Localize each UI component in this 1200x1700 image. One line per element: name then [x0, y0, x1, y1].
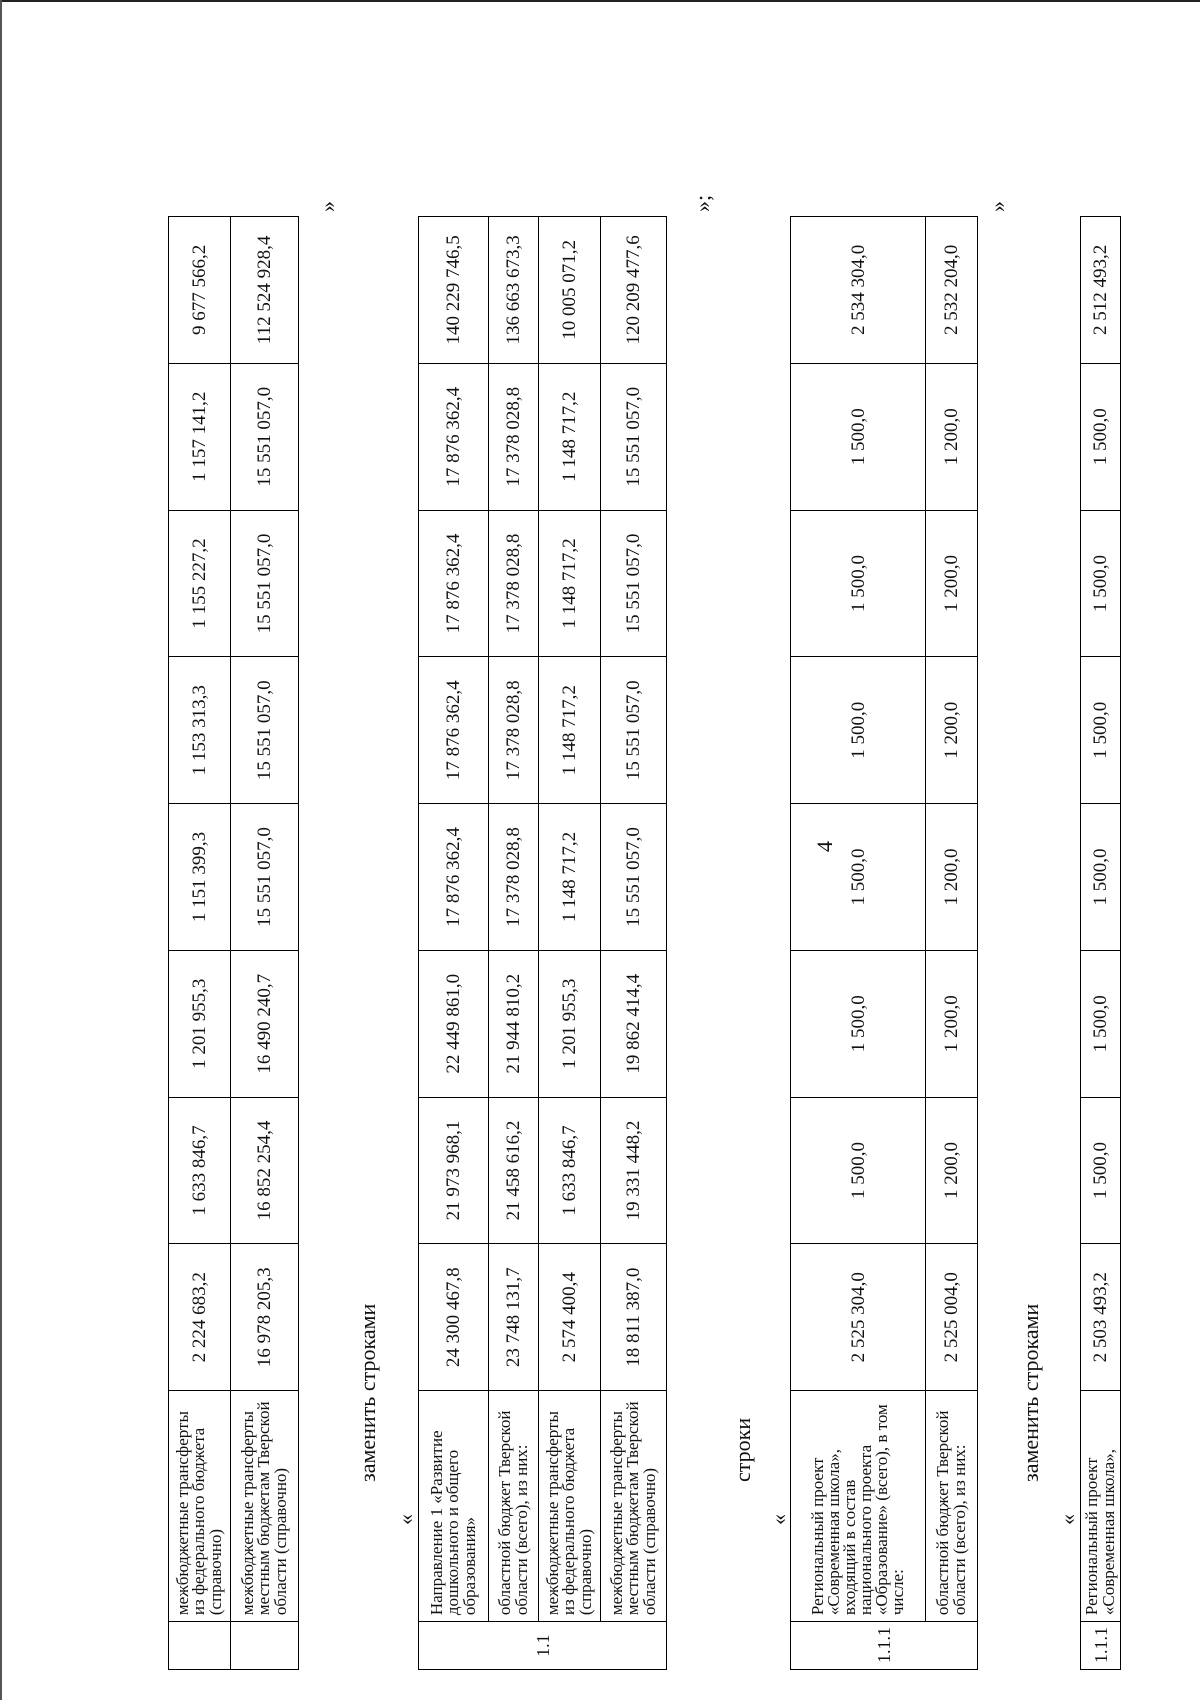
value-cell: 1 151 399,3 — [169, 804, 231, 951]
row-label: Региональный проект «Современная школа», — [1081, 1391, 1121, 1622]
value-cell: 24 300 467,8 — [419, 1244, 489, 1391]
value-cell: 16 490 240,7 — [231, 950, 299, 1097]
replace-instruction: заменить строками — [1018, 1303, 1043, 1482]
value-cell: 17 876 362,4 — [419, 657, 489, 804]
value-cell: 1 500,0 — [791, 657, 926, 804]
value-cell: 15 551 057,0 — [231, 804, 299, 951]
value-cell: 120 209 477,6 — [601, 217, 667, 364]
value-cell: 1 500,0 — [791, 950, 926, 1097]
value-cell: 1 148 717,2 — [539, 510, 601, 657]
value-cell: 1 200,0 — [926, 1097, 978, 1244]
value-cell: 17 378 028,8 — [489, 804, 539, 951]
value-cell: 1 200,0 — [926, 363, 978, 510]
table-row — [231, 217, 299, 1670]
value-cell: 1 500,0 — [1081, 510, 1121, 657]
row-label: межбюджетные трансферты местным бюджетам Тверской области (справочно) — [601, 1391, 667, 1622]
closing-quote: » — [315, 201, 340, 212]
table-row — [539, 217, 601, 1670]
value-cell: 15 551 057,0 — [601, 363, 667, 510]
value-cell: 1 200,0 — [926, 950, 978, 1097]
value-cell: 15 551 057,0 — [231, 510, 299, 657]
row-label: Региональный проект «Современная школа», входящий в состав национального проекта «Образование» (всего), в том числе: — [791, 1391, 926, 1622]
value-cell: 1 500,0 — [1081, 804, 1121, 951]
value-cell: 1 155 227,2 — [169, 510, 231, 657]
value-cell: 1 148 717,2 — [539, 363, 601, 510]
row-label: областной бюджет Тверской области (всего), из них: — [926, 1391, 978, 1622]
table-row — [489, 217, 539, 1670]
value-cell: 15 551 057,0 — [601, 804, 667, 951]
value-cell: 2 503 493,2 — [1081, 1244, 1121, 1391]
table-row — [601, 217, 667, 1670]
value-cell: 2 574 400,4 — [539, 1244, 601, 1391]
value-cell: 1 201 955,3 — [539, 950, 601, 1097]
value-cell: 2 512 493,2 — [1081, 217, 1121, 364]
value-cell: 1 200,0 — [926, 657, 978, 804]
value-cell: 1 201 955,3 — [169, 950, 231, 1097]
opening-quote: « — [393, 1514, 418, 1525]
budget-table-continuation — [168, 216, 299, 1670]
value-cell: 1 200,0 — [926, 804, 978, 951]
value-cell: 19 331 448,2 — [601, 1097, 667, 1244]
rows-label: строки — [730, 1417, 755, 1482]
value-cell: 1 500,0 — [791, 804, 926, 951]
table-row — [169, 217, 231, 1670]
value-cell: 21 973 968,1 — [419, 1097, 489, 1244]
budget-table-project-school — [790, 216, 978, 1670]
value-cell: 15 551 057,0 — [601, 510, 667, 657]
value-cell: 15 551 057,0 — [601, 657, 667, 804]
value-cell: 2 534 304,0 — [791, 217, 926, 364]
value-cell: 2 525 304,0 — [791, 1244, 926, 1391]
value-cell: 21 944 810,2 — [489, 950, 539, 1097]
row-label: межбюджетные трансферты местным бюджетам Тверской области (справочно) — [231, 1391, 299, 1622]
opening-quote: « — [1055, 1514, 1080, 1525]
table-row — [1081, 217, 1121, 1670]
value-cell: 16 978 205,3 — [231, 1244, 299, 1391]
value-cell: 140 229 746,5 — [419, 217, 489, 364]
page-number: 4 — [812, 841, 837, 852]
value-cell: 1 500,0 — [1081, 1097, 1121, 1244]
table-row — [926, 217, 978, 1670]
budget-table-direction-1 — [418, 216, 667, 1670]
value-cell: 1 500,0 — [1081, 950, 1121, 1097]
value-cell: 2 224 683,2 — [169, 1244, 231, 1391]
value-cell: 10 005 071,2 — [539, 217, 601, 364]
value-cell: 17 378 028,8 — [489, 657, 539, 804]
value-cell: 1 633 846,7 — [539, 1097, 601, 1244]
value-cell: 15 551 057,0 — [231, 657, 299, 804]
value-cell: 9 677 566,2 — [169, 217, 231, 364]
table-row — [791, 217, 926, 1670]
table-row — [419, 217, 489, 1670]
value-cell: 1 148 717,2 — [539, 657, 601, 804]
value-cell: 1 157 141,2 — [169, 363, 231, 510]
opening-quote: « — [766, 1514, 791, 1525]
value-cell: 1 500,0 — [791, 1097, 926, 1244]
closing-quote: » — [985, 201, 1010, 212]
value-cell: 18 811 387,0 — [601, 1244, 667, 1391]
row-label: межбюджетные трансферты из федерального бюджета (справочно) — [169, 1391, 231, 1622]
value-cell: 17 378 028,8 — [489, 363, 539, 510]
value-cell: 1 500,0 — [1081, 657, 1121, 804]
value-cell: 1 633 846,7 — [169, 1097, 231, 1244]
value-cell: 2 532 204,0 — [926, 217, 978, 364]
closing-quote: »; — [690, 194, 715, 212]
value-cell: 21 458 616,2 — [489, 1097, 539, 1244]
row-index-cell — [169, 1622, 231, 1670]
value-cell: 1 148 717,2 — [539, 804, 601, 951]
value-cell: 2 525 004,0 — [926, 1244, 978, 1391]
value-cell: 1 500,0 — [791, 510, 926, 657]
row-label: Направление 1 «Развитие дошкольного и общего образования» — [419, 1391, 489, 1622]
row-index: 1.1.1 — [1081, 1622, 1121, 1670]
budget-table-project-school-new — [1080, 216, 1121, 1670]
value-cell: 15 551 057,0 — [231, 363, 299, 510]
value-cell: 16 852 254,4 — [231, 1097, 299, 1244]
value-cell: 1 200,0 — [926, 510, 978, 657]
value-cell: 19 862 414,4 — [601, 950, 667, 1097]
value-cell: 17 876 362,4 — [419, 510, 489, 657]
value-cell: 17 378 028,8 — [489, 510, 539, 657]
row-index-cell — [231, 1622, 299, 1670]
value-cell: 17 876 362,4 — [419, 804, 489, 951]
value-cell: 112 524 928,4 — [231, 217, 299, 364]
value-cell: 23 748 131,7 — [489, 1244, 539, 1391]
row-label: межбюджетные трансферты из федерального бюджета (справочно) — [539, 1391, 601, 1622]
value-cell: 136 663 673,3 — [489, 217, 539, 364]
value-cell: 1 500,0 — [1081, 363, 1121, 510]
value-cell: 1 153 313,3 — [169, 657, 231, 804]
row-label: областной бюджет Тверской области (всего), из них: — [489, 1391, 539, 1622]
replace-instruction: заменить строками — [355, 1303, 380, 1482]
row-index: 1.1 — [419, 1622, 667, 1670]
value-cell: 1 500,0 — [791, 363, 926, 510]
value-cell: 17 876 362,4 — [419, 363, 489, 510]
row-index: 1.1.1 — [791, 1622, 978, 1670]
value-cell: 22 449 861,0 — [419, 950, 489, 1097]
